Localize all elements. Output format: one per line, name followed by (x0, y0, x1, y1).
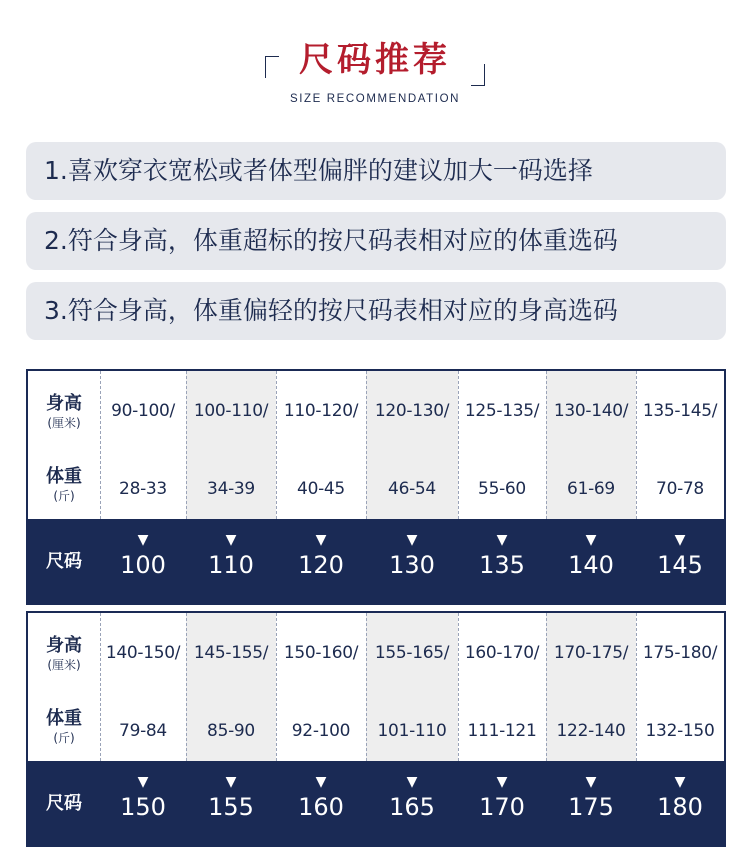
size-cell (546, 773, 636, 823)
height-range-cell: 100-110/ (193, 401, 269, 421)
size-cell (100, 531, 186, 581)
height-range-cell: 150-160/ (283, 643, 359, 663)
down-arrow-icon: ▼ (496, 532, 508, 548)
height-label: 身高 (46, 635, 82, 656)
down-arrow-icon: ▼ (137, 532, 149, 548)
weight-range-cell: 55-60 (478, 479, 526, 499)
size-value: 100 (120, 551, 166, 579)
size-row-label: 尺码 (46, 551, 82, 572)
height-range-cell: 155-165/ (374, 643, 450, 663)
weight-range-cell: 70-78 (656, 479, 704, 499)
size-cell (546, 531, 636, 581)
down-arrow-icon: ▼ (496, 774, 508, 790)
down-arrow-icon: ▼ (315, 774, 327, 790)
height-range-cell: 175-180/ (642, 643, 718, 663)
tip-2: 2.符合身高，体重超标的按尺码表相对应的体重选码 (26, 212, 726, 270)
page-title: 尺码推荐 (299, 40, 451, 80)
height-range-cell: 170-175/ (553, 643, 629, 663)
weight-range-cell: 46-54 (388, 479, 436, 499)
size-cell (636, 773, 724, 823)
weight-row-label (28, 466, 100, 504)
weight-row-label (28, 708, 100, 746)
down-arrow-icon: ▼ (406, 774, 418, 790)
size-cell (276, 773, 366, 823)
size-cell (366, 773, 458, 823)
size-cell (186, 531, 276, 581)
size-cell (276, 531, 366, 581)
weight-label: 体重 (46, 466, 82, 487)
down-arrow-icon: ▼ (585, 532, 597, 548)
down-arrow-icon: ▼ (137, 774, 149, 790)
weight-range-cell: 79-84 (119, 721, 167, 741)
weight-range-cell: 61-69 (567, 479, 615, 499)
size-value: 160 (298, 793, 344, 821)
height-range-cell: 90-100/ (111, 401, 175, 421)
size-band (28, 519, 724, 603)
height-label: 身高 (46, 393, 82, 414)
height-range-cell: 110-120/ (283, 401, 359, 421)
weight-range-cell: 34-39 (207, 479, 255, 499)
weight-range-cell: 122-140 (556, 721, 626, 741)
height-unit: (厘米) (47, 658, 81, 672)
weight-range-cell: 40-45 (297, 479, 345, 499)
height-range-cell: 130-140/ (553, 401, 629, 421)
weight-range-cell: 85-90 (207, 721, 255, 741)
tip-3: 3.符合身高，体重偏轻的按尺码表相对应的身高选码 (26, 282, 726, 340)
size-cell (366, 531, 458, 581)
weight-range-cell: 28-33 (119, 479, 167, 499)
weight-unit: (斤) (53, 489, 75, 503)
height-range-cell: 140-150/ (105, 643, 181, 663)
weight-unit: (斤) (53, 731, 75, 745)
down-arrow-icon: ▼ (674, 532, 686, 548)
down-arrow-icon: ▼ (225, 774, 237, 790)
height-range-cell: 135-145/ (642, 401, 718, 421)
size-cell (636, 531, 724, 581)
size-cell (458, 531, 546, 581)
weight-range-cell: 101-110 (377, 721, 447, 741)
down-arrow-icon: ▼ (406, 532, 418, 548)
height-row-label (28, 393, 100, 431)
size-value: 155 (208, 793, 254, 821)
size-band (28, 761, 724, 845)
height-range-cell: 120-130/ (374, 401, 450, 421)
height-range-cell: 125-135/ (464, 401, 540, 421)
tip-1: 1.喜欢穿衣宽松或者体型偏胖的建议加大一码选择 (26, 142, 726, 200)
size-value: 140 (568, 551, 614, 579)
page-header (0, 0, 750, 115)
size-value: 135 (479, 551, 525, 579)
title-bracket-right (471, 64, 485, 86)
size-value: 120 (298, 551, 344, 579)
size-value: 170 (479, 793, 525, 821)
weight-range-cell: 111-121 (467, 721, 537, 741)
down-arrow-icon: ▼ (315, 532, 327, 548)
size-cell (186, 773, 276, 823)
height-unit: (厘米) (47, 416, 81, 430)
size-cell (458, 773, 546, 823)
size-value: 110 (208, 551, 254, 579)
page-subtitle: SIZE RECOMMENDATION (289, 93, 461, 105)
weight-label: 体重 (46, 708, 82, 729)
size-table-1 (26, 369, 726, 605)
size-table-2 (26, 611, 726, 847)
weight-range-cell: 132-150 (645, 721, 715, 741)
down-arrow-icon: ▼ (674, 774, 686, 790)
weight-range-cell: 92-100 (291, 721, 351, 741)
size-value: 145 (657, 551, 703, 579)
size-value: 175 (568, 793, 614, 821)
down-arrow-icon: ▼ (225, 532, 237, 548)
size-value: 180 (657, 793, 703, 821)
height-row-label (28, 635, 100, 673)
size-cell (100, 773, 186, 823)
size-value: 130 (389, 551, 435, 579)
height-range-cell: 145-155/ (193, 643, 269, 663)
size-value: 150 (120, 793, 166, 821)
size-row-label: 尺码 (46, 793, 82, 814)
down-arrow-icon: ▼ (585, 774, 597, 790)
height-range-cell: 160-170/ (464, 643, 540, 663)
size-value: 165 (389, 793, 435, 821)
